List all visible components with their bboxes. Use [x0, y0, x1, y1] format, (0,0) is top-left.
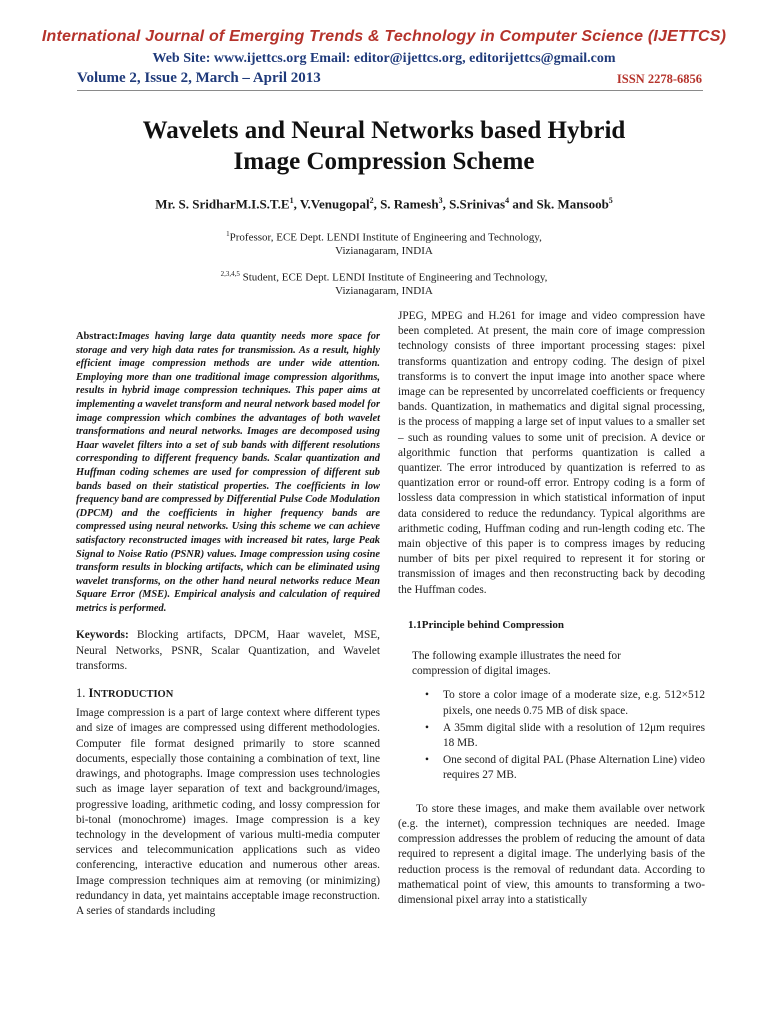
author-name: V.Venugopal	[299, 196, 370, 212]
affiliation-1	[0, 228, 768, 258]
affiliation-sup: 2,3,4,5	[220, 270, 240, 278]
affiliation-line: Professor, ECE Dept. LENDI Institute of Engineering and Technology,	[229, 231, 542, 244]
issn-number: ISSN 2278-6856	[616, 72, 702, 86]
author-sup: 1	[289, 196, 294, 205]
affiliation-line: Student, ECE Dept. LENDI Institute of Engineering and Technology,	[239, 271, 548, 284]
section-heading-introduction	[76, 686, 380, 702]
journal-name: International Journal of Emerging Trends & Technology in Computer Science (IJETTCS)	[41, 28, 727, 45]
bullet-icon: •	[425, 689, 429, 702]
author-sup: 2	[369, 196, 374, 205]
section-number: 1.	[76, 686, 89, 701]
example-intro: The following example illustrates the need for compression of digital images.	[412, 650, 621, 678]
section-title: NTRODUCTION	[93, 689, 174, 701]
affiliation-location: Vizianagaram, INDIA	[335, 284, 433, 297]
author-sep: and	[509, 196, 537, 212]
list-item	[398, 721, 705, 751]
volume-issue: Volume 2, Issue 2, March – April 2013	[77, 70, 321, 86]
body-paragraph: JPEG, MPEG and H.261 for image and video compression have been completed. At present, the main core of image compression technology consists of three important processing stages: pixel transforms quantization and entropy coding. The design of pixel transforms is to convert the input image into another space where image can be represented by uncorrelated coefficients or frequency bands. Quantization, in mathematics and digital signal processing, is the process of mapping a large set of input values to a smaller set – such as rounding values to some unit of precision. A device or algorithmic function that performs quantization is called a quantizer. The error introduced by quantization is referred to as quantization error or round-off error. Entropy coding is a form of lossless data compression in which statistical information of input data considered to reduce the redundancy. Typical algorithms are arithmetic coding, Huffman coding and run-length coding etc. The main objective of this paper is to compress images by reducing number of bits per pixel required to represent it for storing or transmission of images and then reconstructing back by decoding the Huffman codes.	[398, 310, 705, 596]
list-item-text: To store a color image of a moderate size, e.g. 512×512 pixels, one needs 0.75 MB of disk space.	[443, 689, 705, 717]
abstract-text: Images having large data quantity needs more space for storage and very high data rates for transmission. As a result, highly efficient image compression methods are under wide attention. Employing more than one traditional image compression algorithms, results in hybrid image compression techniques. This paper aims at implementing a wavelet transform and neural network based model for image compression which combines the advantages of both wavelet transformations and neural networks. Images are decomposed using Haar wavelet filters into a set of sub bands with different resolutions corresponding to different frequency bands. Scalar quantization and Huffman coding schemes are used for compression of different sub bands based on their statistical properties. The coefficients in low frequency band are compressed by Differential Pulse Code Modulation (DPCM) and the coefficients in higher frequency bands are compressed using neural networks. Using this scheme we can achieve satisfactory reconstructed images with increased bit rates, large Peak Signal to Noise Ratio (PSNR) values. Image compression using cosine transform results in blocking artifacts, which can be eliminated using wavelet transforms, on the other hand neural networks reduce Mean Square Error (MSE). Empirical analysis and calculation of required metrics is performed.	[76, 331, 381, 614]
example-list	[398, 688, 705, 783]
author-name: Sk. Mansoob	[536, 196, 609, 212]
bullet-icon: •	[425, 721, 429, 734]
section-initial: I	[88, 686, 94, 701]
affiliation-sup: 1	[226, 230, 230, 238]
list-item-text: One second of digital PAL (Phase Alternation Line) video requires 27 MB.	[443, 754, 705, 782]
author-sep: ,	[293, 196, 300, 212]
list-item	[398, 753, 705, 783]
keywords	[76, 628, 380, 674]
title-line-2: Image Compression Scheme	[233, 148, 535, 175]
author-sup: 5	[608, 196, 613, 205]
author-name: Mr. S. SridharM.I.S.T.E	[155, 196, 290, 212]
keywords-text: Blocking artifacts, DPCM, Haar wavelet, MSE, Neural Networks, PSNR, Scalar Quantization, and Wavelet transforms.	[76, 629, 380, 672]
author-list	[0, 196, 768, 212]
list-item-text: A 35mm digital slide with a resolution of 12μm requires 18 MB.	[443, 721, 705, 750]
keywords-label: Keywords:	[76, 629, 129, 642]
journal-website: Web Site: www.ijettcs.org Email: editor@ijettcs.org, editorijettcs@gmail.com	[152, 51, 616, 66]
title-line-1: Wavelets and Neural Networks based Hybrid	[142, 117, 626, 144]
author-name: S. Ramesh	[380, 196, 439, 212]
introduction-paragraph: Image compression is a part of large context where different types and size of images are compressed using different methodologies. Computer file format designed primarily to store scanned documents, especially those containing a combination of text, line drawings, and photographs. Image compression uses technologies such as image layer separation of text and background/images, progressive loading, arithmetic coding, and lossy compression for bi-tonal (monochrome) images. Image compression is a key technology in the development of various multi-media computer services and telecommunication applications such as video conferencing, interactive education and numerous other areas. Image compression techniques aim at removing (or minimizing) redundancy in data, yet maintains acceptable image reconstruction. A series of standards including	[76, 707, 380, 917]
subsection-heading: 1.1Principle behind Compression	[408, 618, 564, 631]
body-paragraph: To store these images, and make them available over network (e.g. the internet), compression techniques are needed. Image compression addresses the problem of reducing the amount of data required to represent a digital image. The underlying basis of the reduction process is the removal of redundant data. According to mathematical point of view, this amounts to transforming a two-dimensional pixel array into a statistically	[398, 802, 705, 906]
affiliation-location: Vizianagaram, INDIA	[335, 244, 433, 257]
header-divider	[77, 90, 703, 91]
bullet-icon: •	[425, 754, 429, 767]
author-sep: ,	[373, 196, 381, 212]
list-item	[398, 688, 705, 718]
right-column	[398, 309, 705, 908]
abstract-label: Abstract:	[76, 331, 119, 342]
abstract	[76, 330, 380, 615]
author-name: S.Srinivas	[449, 196, 506, 212]
author-sep: ,	[442, 196, 450, 212]
paper-title	[0, 115, 768, 177]
affiliation-2	[0, 268, 768, 298]
left-column	[76, 330, 380, 919]
author-sup: 3	[438, 196, 443, 205]
author-sup: 4	[505, 196, 510, 205]
